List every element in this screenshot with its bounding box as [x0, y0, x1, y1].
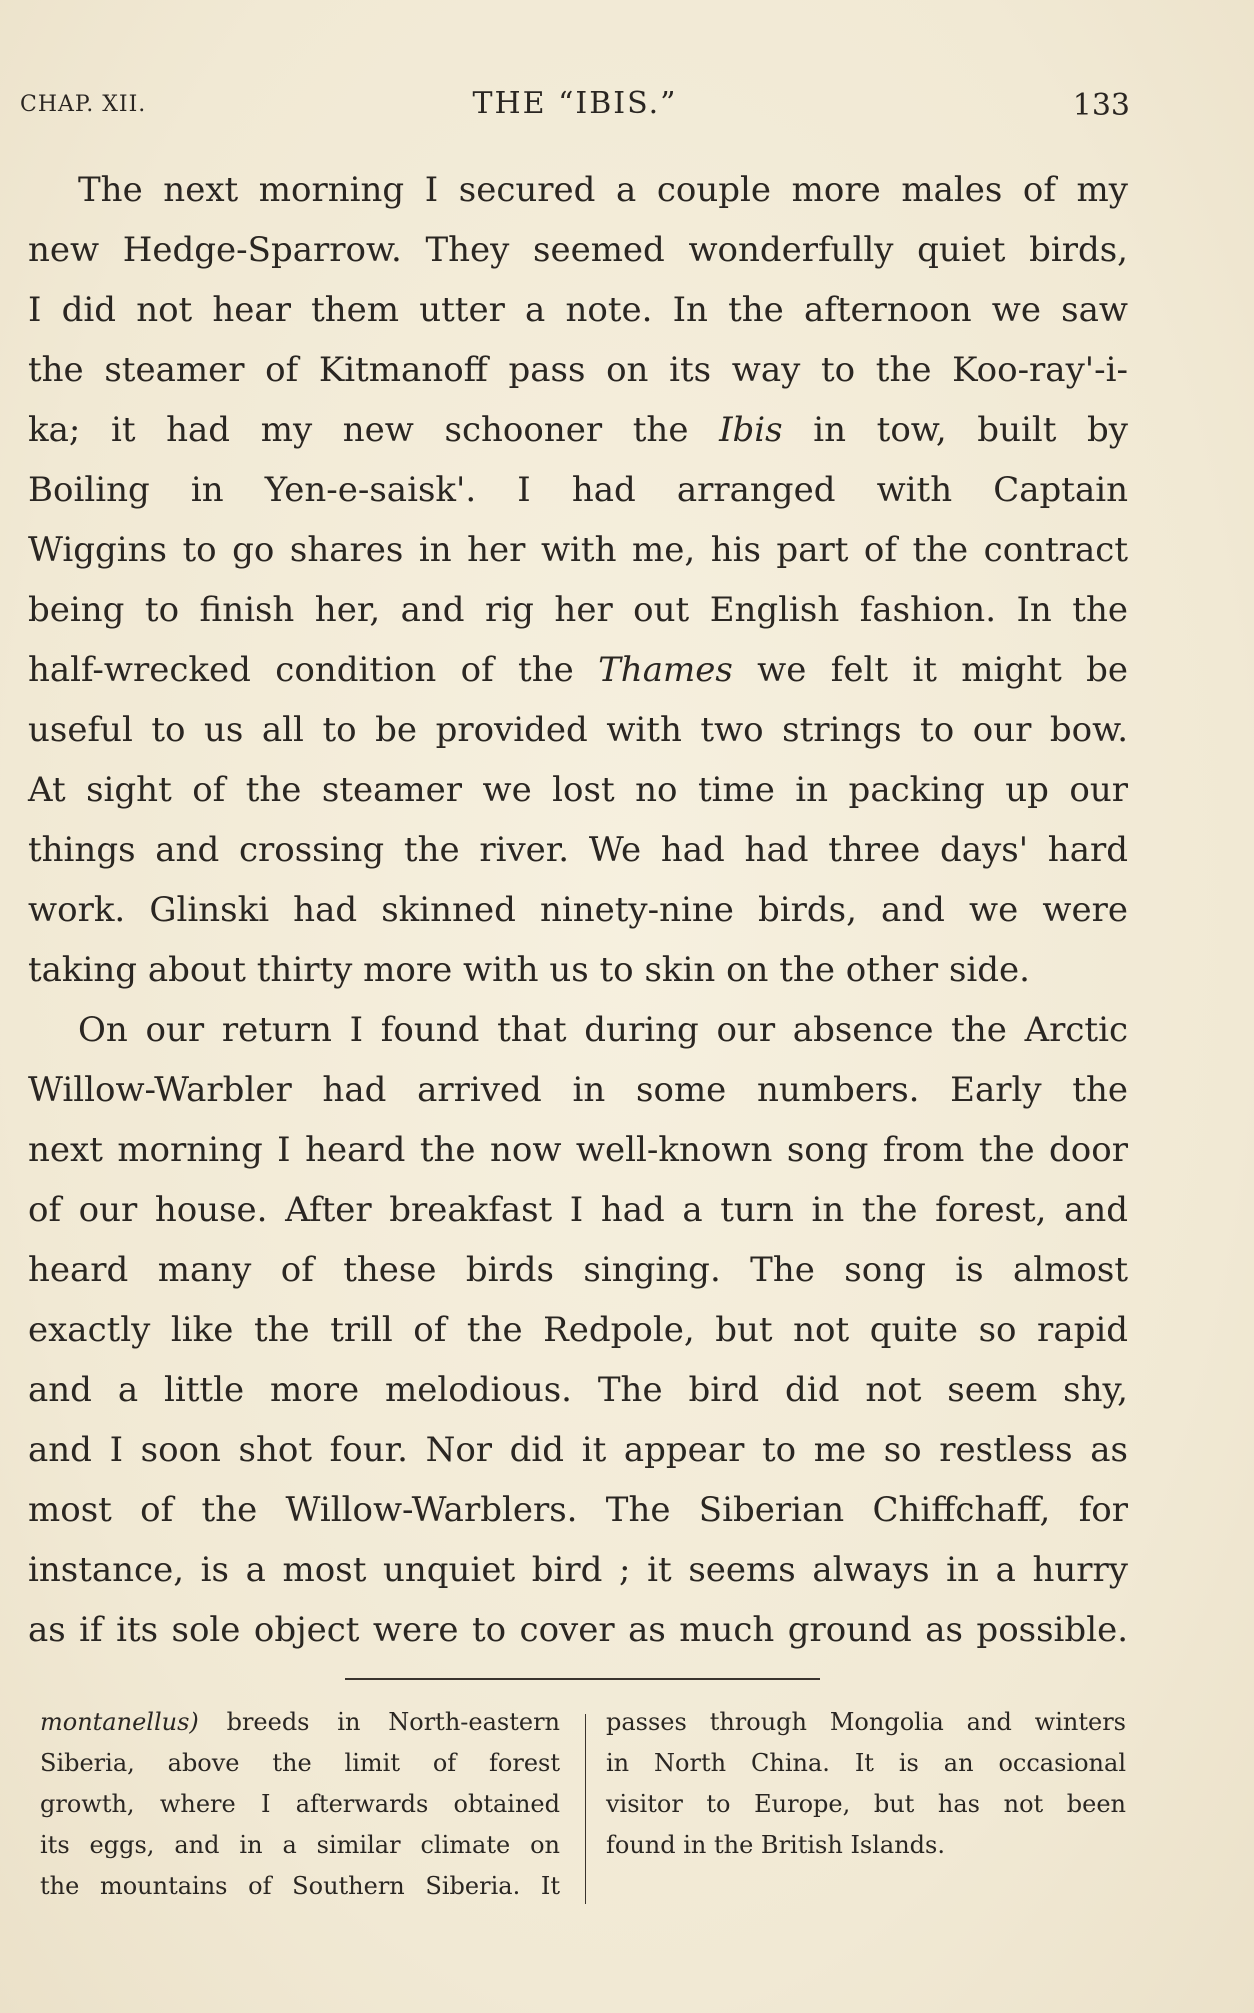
running-head [20, 86, 1130, 126]
footnote-line: its eggs, and in a similar climate on [40, 1831, 560, 1859]
chapter-label: CHAP. XII. [20, 92, 147, 117]
text-line: taking about thirty more with us to skin on the other side. [28, 950, 1030, 990]
text-line: as if its sole object were to cover as much ground as possible. [28, 1610, 1128, 1650]
footnote-right-column [606, 1702, 1126, 1866]
text-fragment: ka; it had my new schooner the [28, 410, 720, 450]
text-line: On our return I found that during our absence the Arctic [78, 1010, 1128, 1050]
text-line: At sight of the steamer we lost no time in packing up our [28, 770, 1128, 810]
footnote-line: growth, where I afterwards obtained [40, 1790, 560, 1818]
text-line: of our house. After breakfast I had a turn in the forest, and [28, 1190, 1128, 1230]
text-fragment: in tow, built by [782, 410, 1128, 450]
column-divider [585, 1714, 586, 1904]
footnote-line: passes through Mongolia and winters [606, 1708, 1126, 1736]
text-line-with-ibis [28, 400, 1128, 460]
text-line: most of the Willow-Warblers. The Siberian Chiffchaff, for [28, 1490, 1128, 1530]
text-line-with-thames [28, 640, 1128, 700]
text-fragment: we felt it might be [732, 650, 1129, 690]
footnote-line: in North China. It is an occasional [606, 1749, 1126, 1777]
text-fragment: breeds in North-eastern [198, 1708, 560, 1736]
text-line: Willow-Warbler had arrived in some numbers. Early the [28, 1070, 1128, 1110]
text-line: I did not hear them utter a note. In the afternoon we saw [28, 290, 1128, 330]
text-line: work. Glinski had skinned ninety-nine birds, and we were [28, 890, 1128, 930]
body-text [28, 160, 1128, 1660]
text-line: next morning I heard the now well-known song from the door [28, 1130, 1128, 1170]
text-line: instance, is a most unquiet bird ; it seems always in a hurry [28, 1550, 1128, 1590]
text-line: useful to us all to be provided with two strings to our bow. [28, 710, 1128, 750]
text-line: new Hedge-Sparrow. They seemed wonderfully quiet birds, [28, 230, 1128, 270]
text-line: things and crossing the river. We had had three days' hard [28, 830, 1128, 870]
page-number: 133 [1072, 88, 1130, 123]
footnote-block [40, 1702, 1140, 1912]
text-fragment: half-wrecked condition of the [28, 650, 599, 690]
footnote-line: Siberia, above the limit of forest [40, 1749, 560, 1777]
footnote-left-column [40, 1702, 560, 1907]
text-line: The next morning I secured a couple more males of my [78, 170, 1128, 210]
text-line: the steamer of Kitmanoff pass on its way to the Koo-ray'-i- [28, 350, 1128, 390]
text-line: Boiling in Yen-e-saisk'. I had arranged with Captain [28, 470, 1128, 510]
footnote-line [40, 1702, 560, 1743]
ship-name-ibis: Ibis [719, 410, 783, 450]
text-line: heard many of these birds singing. The song is almost [28, 1250, 1128, 1290]
text-line: and a little more melodious. The bird did not seem shy, [28, 1370, 1128, 1410]
running-title: THE “IBIS.” [472, 86, 678, 121]
text-line: exactly like the trill of the Redpole, but not quite so rapid [28, 1310, 1128, 1350]
footnote-line: found in the British Islands. [606, 1831, 945, 1859]
footnote-line: the mountains of Southern Siberia. It [40, 1872, 560, 1900]
text-line: and I soon shot four. Nor did it appear to me so restless as [28, 1430, 1128, 1470]
footnote-rule [345, 1678, 820, 1680]
species-name: montanellus) [40, 1708, 199, 1736]
text-line: being to finish her, and rig her out English fashion. In the [28, 590, 1128, 630]
ship-name-thames: Thames [598, 650, 733, 690]
text-line: Wiggins to go shares in her with me, his part of the contract [28, 530, 1128, 570]
footnote-line: visitor to Europe, but has not been [606, 1790, 1126, 1818]
